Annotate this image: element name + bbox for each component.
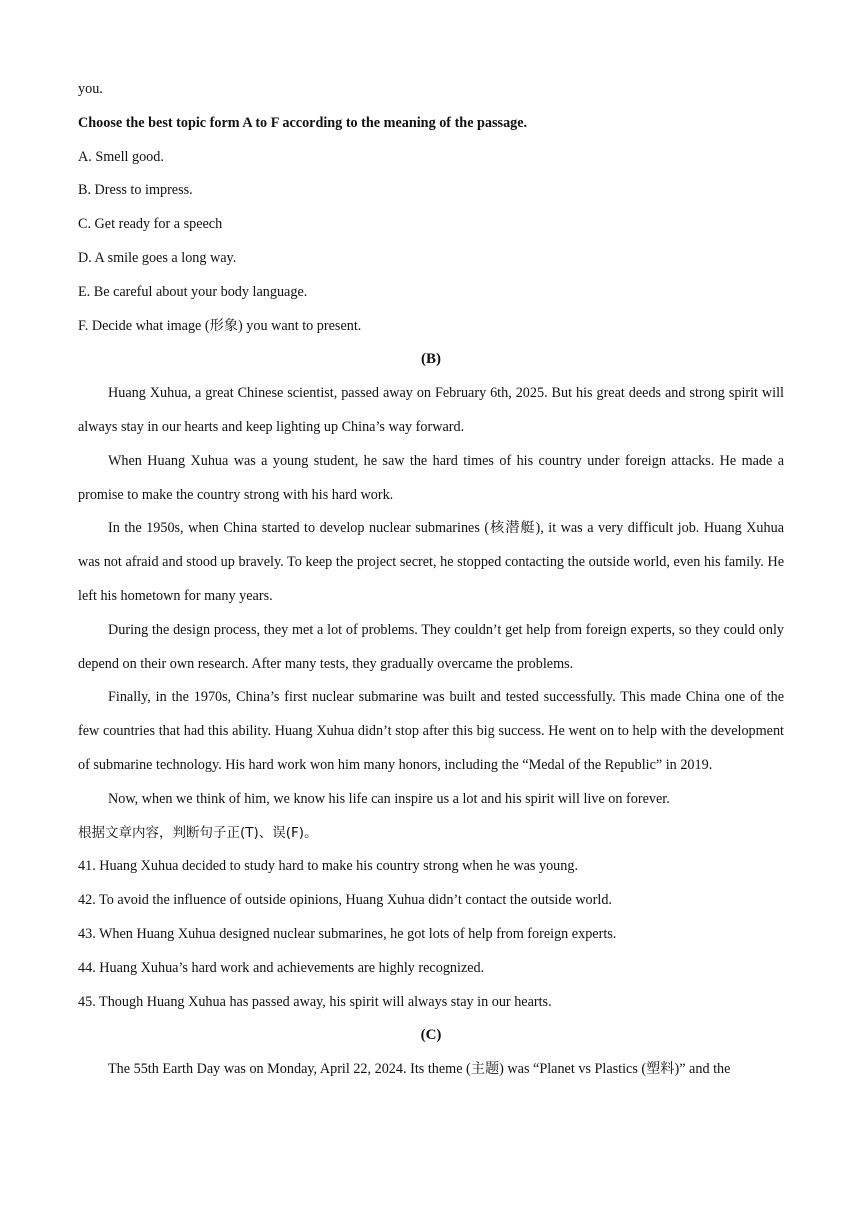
section-b-heading: (B) [421,351,441,368]
section-c-heading: (C) [420,1027,442,1044]
question-45: 45. Though Huang Xuhua has passed away, his spirit will always stay in our hearts. [78,993,552,1010]
section-c-passage [78,1053,784,1087]
option-a: A. Smell good. [78,148,164,165]
section-b-passage [78,377,784,816]
option-b: B. Dress to impress. [78,182,193,199]
section-a-instruction: Choose the best topic form A to F according to the meaning of the passage. [78,114,528,131]
passage-paragraph: During the design process, they met a lot of problems. They couldn’t get help from foreign experts, so they could only depend on their own research. After many tests, they gradually overcame the problems. [78,621,784,672]
top-fragment: you. [78,81,103,97]
passage-paragraph: Finally, in the 1970s, China’s first nuclear submarine was built and tested successfully. This made China one of the few countries that had this ability. Huang Xuhua didn’t stop after this big success. He went on to help with the development of submarine technology. His hard work won him many honors, including the “Medal of the Republic” in 2019. [78,689,784,773]
question-43: 43. When Huang Xuhua designed nuclear submarines, he got lots of help from foreign experts. [78,925,617,942]
passage-paragraph: Now, when we think of him, we know his life can inspire us a lot and his spirit will live on forever. [108,790,670,807]
option-f: F. Decide what image (形象) you want to present. [78,317,362,334]
passage-paragraph: Huang Xuhua, a great Chinese scientist, passed away on February 6th, 2025. But his great deeds and strong spirit will always stay in our hearts and keep lighting up China’s way forward. [78,385,784,435]
option-c: C. Get ready for a speech [78,216,223,233]
passage-paragraph: The 55th Earth Day was on Monday, April 22, 2024. Its theme (主题) was “Planet vs Plastics (塑料)” and the [108,1061,731,1078]
section-b-instruction: 根据文章内容，判断句子正(T)、误(F)。 [78,824,318,841]
section-b-questions [78,850,784,1019]
option-e: E. Be careful about your body language. [78,283,308,300]
option-d: D. A smile goes a long way. [78,249,237,266]
section-a-options [78,141,784,344]
question-41: 41. Huang Xuhua decided to study hard to make his country strong when he was young. [78,858,579,875]
question-44: 44. Huang Xuhua’s hard work and achievements are highly recognized. [78,959,485,976]
question-42: 42. To avoid the influence of outside opinions, Huang Xuhua didn’t contact the outside world. [78,892,612,909]
document-page [78,73,784,1087]
passage-paragraph: In the 1950s, when China started to develop nuclear submarines (核潜艇), it was a very difficult job. Huang Xuhua was not afraid and stood up bravely. To keep the project secret, he stopped contacting the outside world, even his family. He left his hometown for many years. [78,520,784,604]
passage-paragraph: When Huang Xuhua was a young student, he saw the hard times of his country under foreign attacks. He made a promise to make the country strong with his hard work. [78,452,784,503]
